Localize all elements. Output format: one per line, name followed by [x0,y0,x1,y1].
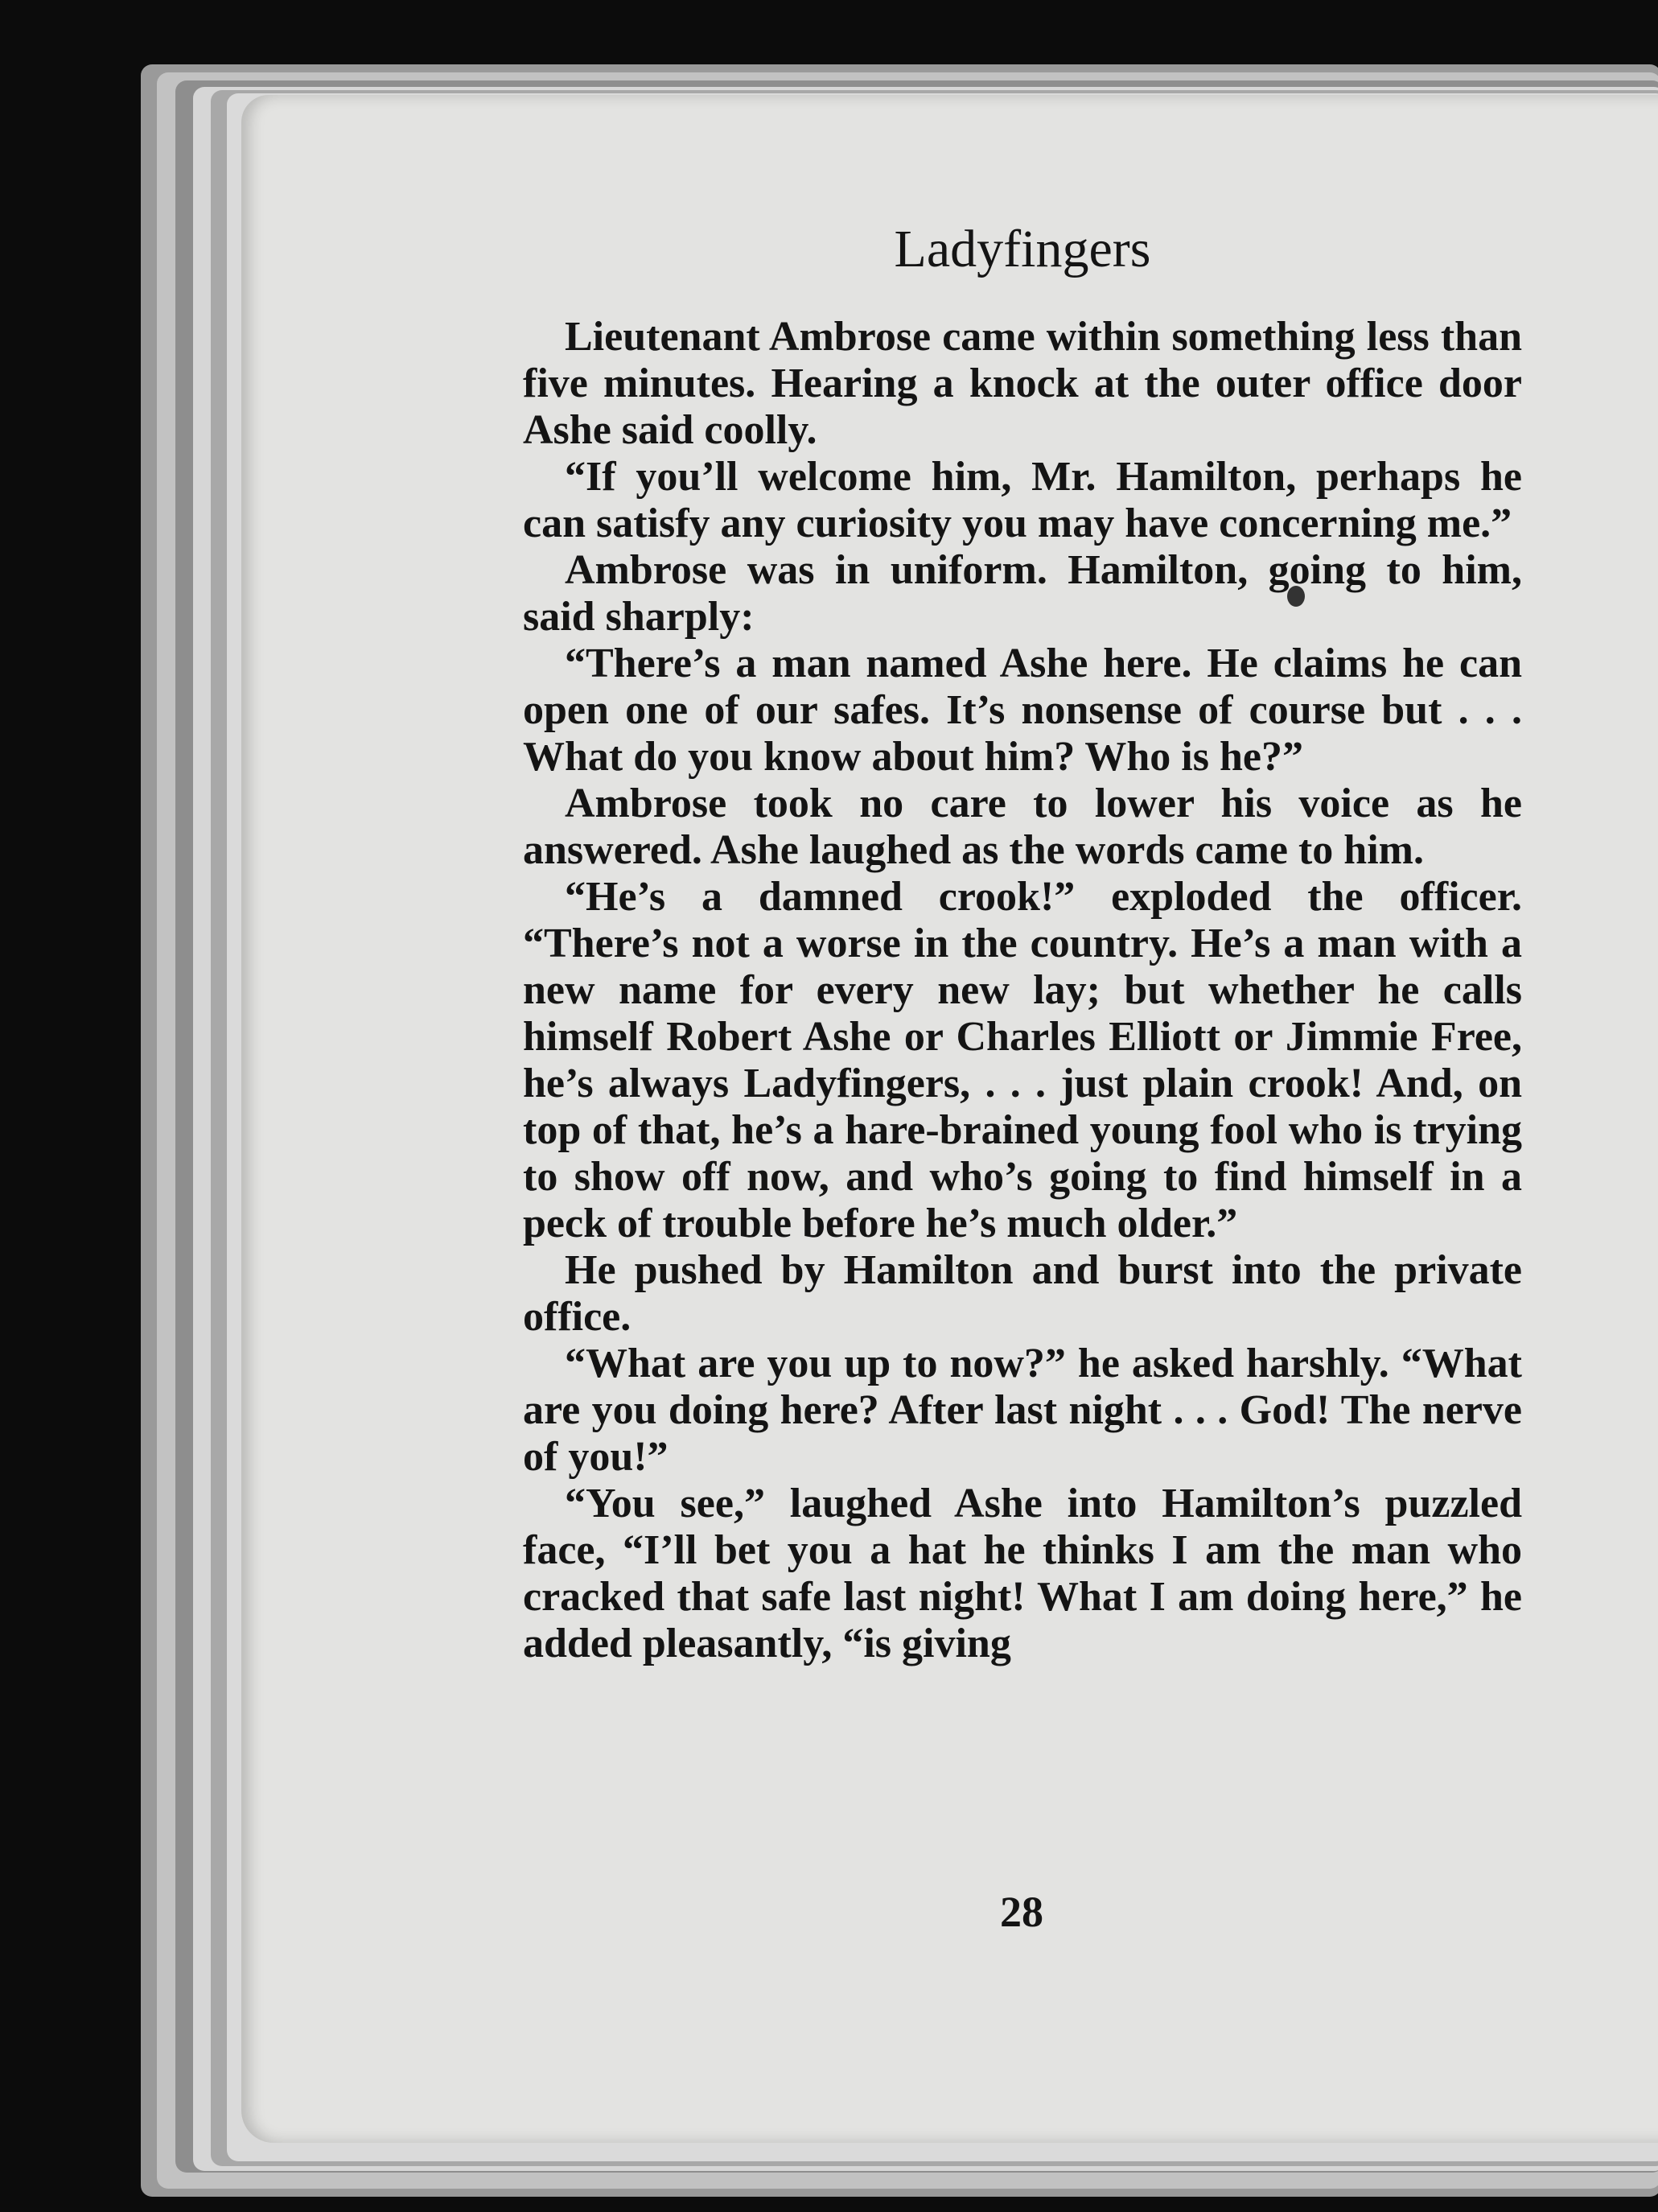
paragraph: He pushed by Hamilton and burst into the private office. [523,1247,1522,1340]
paragraph: “You see,” laughed Ashe into Hamilton’s puzzled face, “I’ll bet you a hat he thinks I am the man who cracked that safe last night! What I am doing here,” he added pleasantly, “is giving [523,1481,1522,1666]
paragraph: “What are you up to now?” he asked harshly. “What are you doing here? After last night . . . God! The nerve of you!” [523,1341,1522,1480]
paragraph: “There’s a man named Ashe here. He claims he can open one of our safes. It’s nonsense of course but . . . What do you know about him? Who is he?” [523,641,1522,780]
text-block [523,217,1522,1667]
paragraph: “He’s a damned crook!” exploded the officer. “There’s not a worse in the country. He’s a man with a new name for every new lay; but whether he calls himself Robert Ashe or Charles Elliott or Jimmie Free, he’s always Ladyfingers, . . . just plain crook! And, on top of that, he’s a hare-brained young fool who is trying to show off now, and who’s going to find himself in a peck of trouble before he’s much older.” [523,874,1522,1246]
paragraph: Ambrose was in uniform. Hamilton, going to him, said sharply: [523,547,1522,640]
page-number: 28 [1000,1888,1043,1936]
paragraph: “If you’ll welcome him, Mr. Hamilton, perhaps he can satisfy any curiosity you may have concerning me.” [523,454,1522,546]
running-head: Ladyfingers [894,220,1151,278]
paragraph: Ambrose took no care to lower his voice as he answered. Ashe laughed as the words came to him. [523,781,1522,873]
paragraph: Lieutenant Ambrose came within something less than five minutes. Hearing a knock at the outer office door Ashe said coolly. [523,314,1522,453]
